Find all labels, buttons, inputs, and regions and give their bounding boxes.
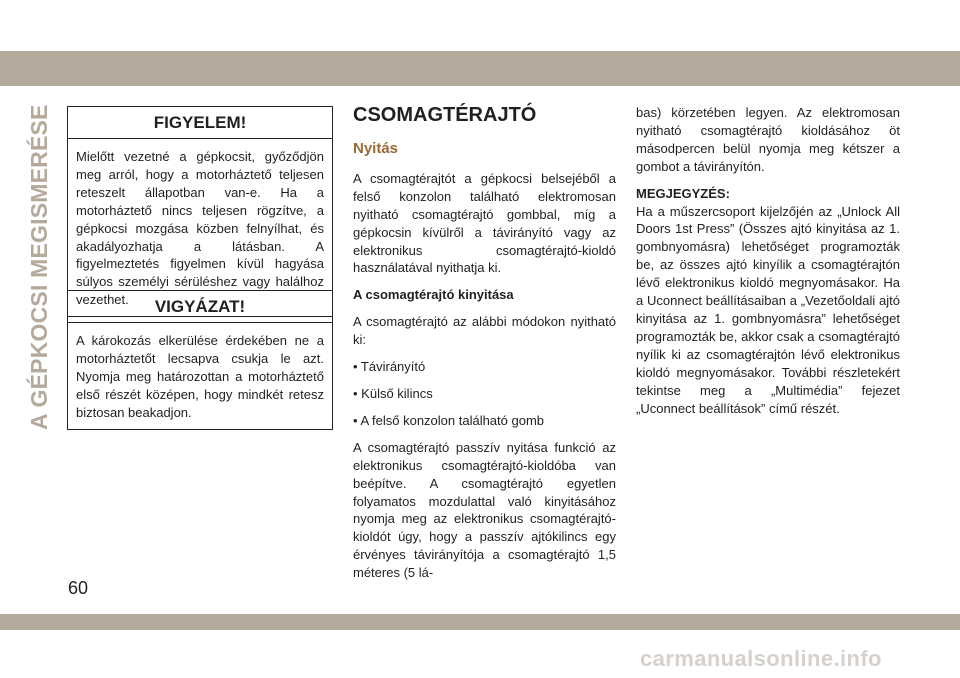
- warning-text: Mielőtt vezetné a gépkocsit, győződjön meg arról, hogy a motorháztető teljesen reteszelt állapotban van-e. Ha a motorháztető nincs teljesen rögzítve, a gépkocsi mozgása közben felnyílhat, és akadályozhatja a látásban. A figyelmeztetés figyelmen kívül hagyása súlyos személyi sérüléshez vagy halálhoz vezethet.: [76, 149, 324, 308]
- passive-open-paragraph: A csomagtérajtó passzív nyitása funkció az elektronikus csomagtérajtó-kioldóba van beépítve. A csomagtérajtó egyetlen folyamatos mozdulattal való kinyitásához nyomja meg az elektronikus csomagtérajtó-kioldót úgy, hogy a passzív ajtókilincs egy érvényes távirányítója a csomagtérajtó 1,5 méteres (5 lá-: [353, 439, 616, 581]
- warning-title: FIGYELEM!: [68, 107, 332, 139]
- unlock-heading: A csomagtérajtó kinyitása: [353, 287, 514, 303]
- header-band: [0, 51, 960, 86]
- note-heading: MEGJEGYZÉS:: [636, 185, 730, 201]
- unlock-intro: A csomagtérajtó az alábbi módokon nyitható ki:: [353, 314, 616, 348]
- watermark-text: carmanualsonline.info: [640, 646, 882, 671]
- bullet-item: • Távirányító: [353, 359, 426, 375]
- page-number: 60: [68, 578, 89, 598]
- caution-box: [67, 290, 333, 430]
- section-subtitle: Nyitás: [353, 140, 399, 157]
- section-title: CSOMAGTÉRAJTÓ: [353, 104, 537, 126]
- caution-title: VIGYÁZAT!: [68, 291, 332, 323]
- note-text: Ha a műszercsoport kijelzőjén az „Unlock All Doors 1st Press” (Összes ajtó kinyitása az 1. gombnyomásra) lehetőséget programozták be, az összes ajtó kinyílik a csomagtérajtón lévő elektronikus kioldó megnyomásakor. Ha a Uconnect beállításaiban a „Vezetőoldali ajtó kinyitása az 1. gombnyomásra” lehetőséget programozták be, akkor csak a csomagtérajtó nyílik ki az csomagtérajtón lévő elektronikus kioldó megnyomásakor. További részletekért tekintse meg a „Multimédia” fejezet „Uconnect beállítások” című részét.: [636, 203, 900, 416]
- chapter-side-title: A GÉPKOCSI MEGISMERÉSE: [26, 104, 52, 430]
- warning-box: [67, 106, 333, 317]
- middle-column: [353, 104, 616, 591]
- right-column: [636, 104, 900, 426]
- footer-band: [0, 614, 960, 630]
- caution-text: A károkozás elkerülése érdekében ne a motorháztetőt lecsapva csukja le azt. Nyomja meg határozottan a motorháztető első részét középen, hogy mindkét retesz biztosan beakadjon.: [76, 333, 324, 420]
- bullet-item: • Külső kilincs: [353, 385, 433, 401]
- intro-paragraph: A csomagtérajtót a gépkocsi belsejéből a felső konzolon található elektromosan nyitható csomagtérajtó gombbal, míg a gépkocsin kívülről a távirányító vagy az elektronikus csomagtérajtó-kioldó használatával nyithatja ki.: [353, 170, 616, 276]
- bullet-item: • A felső konzolon található gomb: [353, 412, 545, 428]
- passive-open-paragraph-continued: bas) körzetében legyen. Az elektromosan nyitható csomagtérajtó kioldásához öt másodpercen belül nyomja meg kétszer a gombot a távirányítón.: [636, 105, 900, 174]
